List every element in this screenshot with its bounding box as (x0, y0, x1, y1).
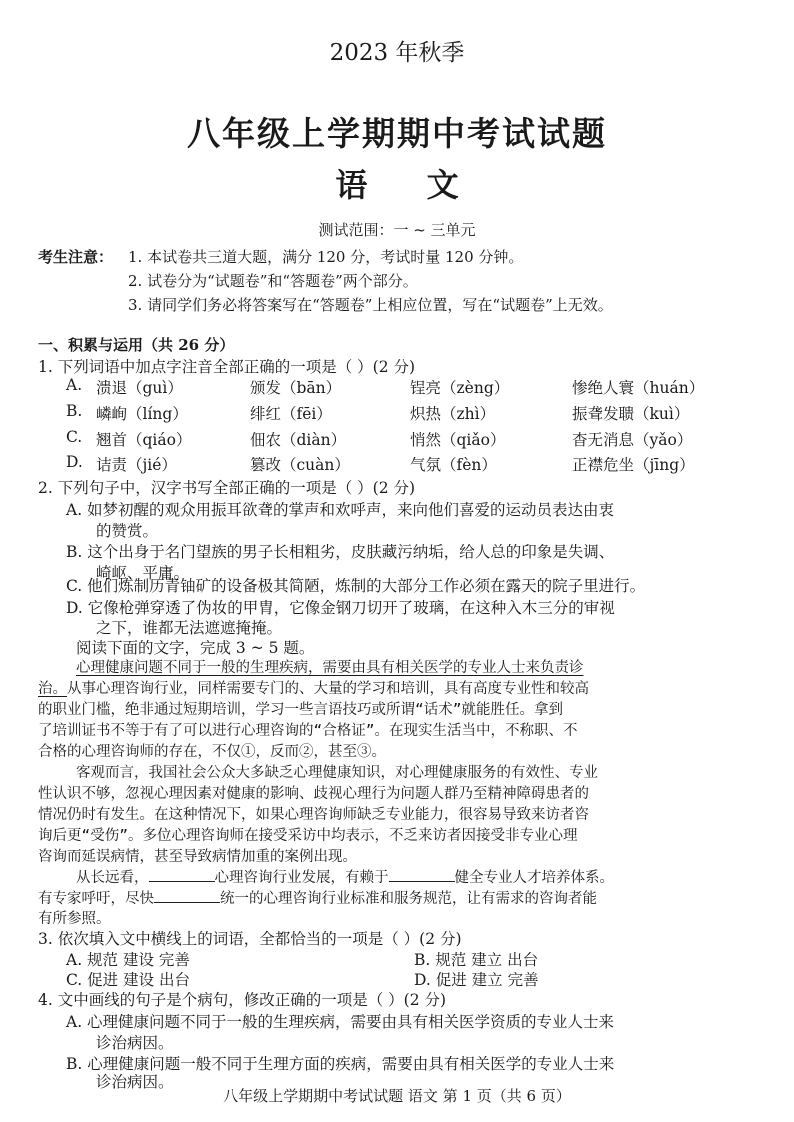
page-footer: 八年级上学期期中考试试题 语文 第 1 页（共 6 页） (223, 1087, 571, 1105)
option-label: C. (66, 428, 83, 446)
passage-line: 心理咨询行业发展，有赖于 (214, 870, 389, 886)
option-word: 翘首（qiáo） (96, 431, 192, 449)
option-word: 嶙峋（líng） (96, 405, 188, 423)
option-word: 炽热（zhì） (410, 405, 496, 423)
passage-line: 从长远看， (76, 870, 149, 886)
option-word: 悄然（qiǎo） (410, 431, 506, 449)
option-word: 锃亮（zèng） (410, 379, 510, 397)
exam-subject: 语 文 (335, 166, 459, 204)
option-b-line: 崎岖、平庸。 (96, 564, 190, 582)
notice-item: 2. 试卷分为“试题卷”和“答题卷”两个部分。 (128, 272, 418, 290)
option-word: 气氛（fèn） (410, 456, 497, 474)
option-word: 绯红（fēi） (250, 405, 332, 423)
question-1-stem: 1. 下列词语中加点字注音全部正确的一项是（ ）(2 分) (38, 358, 416, 376)
fill-blank-2 (389, 867, 455, 882)
option-label: A. (66, 376, 83, 394)
option-a: A. 规范 建设 完善 (66, 951, 190, 969)
passage-underlined-end: 治。 (38, 681, 67, 697)
option-word: 振聋发聩（kuì） (572, 405, 690, 423)
option-b: B. 规范 建立 出台 (414, 951, 539, 969)
passage-line: 有所参照。 (38, 911, 111, 927)
option-word: 溃退（guì） (96, 379, 183, 397)
option-word: 佃农（diàn） (250, 431, 347, 449)
fill-blank-3 (154, 888, 220, 903)
option-d: D. 促进 建立 完善 (414, 971, 539, 989)
passage-line: 统一的心理咨询行业标准和服务规范，让有需求的咨询者能 (220, 891, 597, 907)
option-a-line: A. 如梦初醒的观众用振耳欲聋的掌声和欢呼声，来向他们喜爱的运动员表达由衷 (66, 501, 615, 519)
passage-line: 合格的心理咨询师的存在，不仅①，反而②，甚至③。 (38, 744, 386, 760)
option-word: 诘责（jié） (96, 456, 177, 474)
option-d-line: 之下，谁都无法遮遮掩掩。 (96, 619, 283, 637)
option-word: 篡改（cuàn） (250, 456, 350, 474)
question-2-stem: 2. 下列句子中，汉字书写全部正确的一项是（ ）(2 分) (38, 479, 416, 497)
option-word: 杳无消息（yǎo） (572, 431, 693, 449)
passage-line: 有专家呼吁，尽快 (38, 891, 154, 907)
exam-scope: 测试范围：一 ~ 三单元 (318, 221, 476, 239)
option-word: 正襟危坐（jīng） (572, 456, 695, 474)
fill-blank-1 (149, 867, 215, 882)
option-b-line: 诊治病因。 (96, 1073, 174, 1091)
passage-line: 性认识不够，忽视心理因素对健康的影响、歧视心理行为问题人群乃至精神障碍患者的 (38, 786, 589, 802)
section-heading: 一、积累与运用（共 26 分） (38, 336, 235, 354)
option-word: 颁发（bān） (250, 379, 342, 397)
passage-line: 情况仍时有发生。在这种情况下，如果心理咨询师缺乏专业能力，很容易导致来访者咨 (38, 807, 589, 823)
option-a-line: 诊治病因。 (96, 1034, 174, 1052)
option-b-line: B. 心理健康问题一般不同于生理方面的疾病，需要由具有相关医学的专业人士来 (66, 1055, 615, 1073)
exam-year: 2023 年秋季 (329, 40, 465, 66)
option-c: C. 促进 建设 出台 (66, 971, 191, 989)
question-4-stem: 4. 文中画线的句子是个病句，修改正确的一项是（ ）(2 分) (38, 991, 447, 1009)
question-3-stem: 3. 依次填入文中横线上的词语，全都恰当的一项是（ ）(2 分) (38, 930, 462, 948)
option-c-line: C. 他们炼制历青铀矿的设备极其简陋，炼制的大部分工作必须在露天的院子里进行。 (66, 577, 646, 595)
passage-underlined-line: 心理健康问题不同于一般的生理疾病，需要由具有相关医学的专业人士来负责诊 (76, 660, 584, 676)
option-a-line: A. 心理健康问题不同于一般的生理疾病，需要由具有相关医学资质的专业人士来 (66, 1013, 615, 1031)
notice-label: 考生注意： (38, 248, 114, 266)
passage-line: 询后更“受伤”。多位心理咨询师在接受采访中均表示，不乏来访者因接受非专业心理 (38, 828, 578, 844)
passage-line: 咨询而延误病情，甚至导致病情加重的案例出现。 (38, 849, 357, 865)
passage-intro: 阅读下面的文字，完成 3 ~ 5 题。 (76, 639, 315, 657)
passage-line: 健全专业人才培养体系。 (454, 870, 614, 886)
passage-line: 的职业门槛，绝非通过短期培训，学习一些言语技巧或所谓“话术”就能胜任。拿到 (38, 702, 563, 718)
passage-line: 了培训证书不等于有了可以进行心理咨询的“合格证”。在现实生活当中，不称职、不 (38, 723, 578, 739)
option-label: B. (66, 402, 83, 420)
option-word: 惨绝人寰（huán） (572, 379, 705, 397)
option-b-line: B. 这个出身于名门望族的男子长相粗劣，皮肤藏污纳垢，给人总的印象是失调、 (66, 543, 615, 561)
option-d-line: D. 它像枪弹穿透了伪妆的甲胄，它像金钢刀切开了玻璃，在这种入木三分的审视 (66, 599, 615, 617)
passage-line: 从事心理咨询行业，同样需要专门的、大量的学习和培训，具有高度专业性和较高 (67, 681, 589, 697)
exam-title: 八年级上学期期中考试试题 (187, 114, 607, 153)
option-a-line: 的赞赏。 (96, 522, 159, 540)
option-label: D. (66, 453, 83, 471)
notice-item: 1. 本试卷共三道大题，满分 120 分，考试时量 120 分钟。 (128, 248, 524, 266)
passage-line: 客观而言，我国社会公众大多缺乏心理健康知识，对心理健康服务的有效性、专业 (76, 765, 598, 781)
notice-item: 3. 请同学们务必将答案写在“答题卷”上相应位置，写在“试题卷”上无效。 (128, 296, 613, 314)
